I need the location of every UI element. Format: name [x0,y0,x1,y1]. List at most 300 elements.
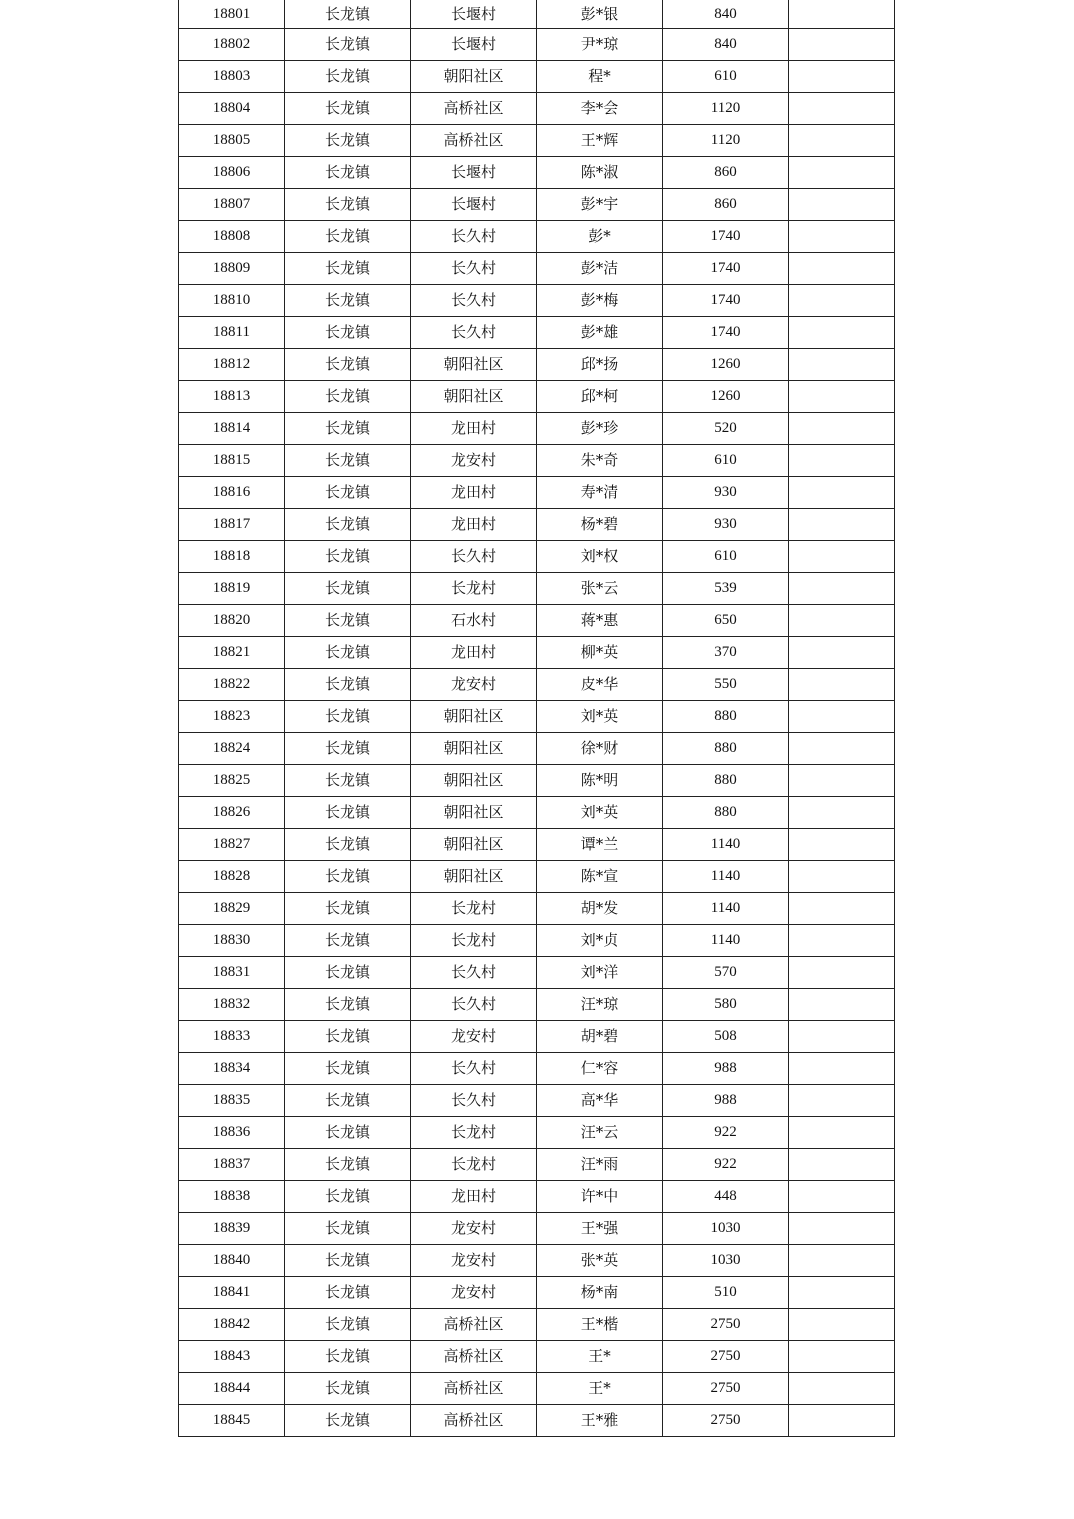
cell-person-name: 刘*英 [537,797,663,829]
cell-person-name: 彭*洁 [537,253,663,285]
cell-amount: 1740 [663,285,789,317]
cell-note [789,445,895,477]
cell-village: 朝阳社区 [411,381,537,413]
table-row [179,893,895,925]
cell-person-name: 皮*华 [537,669,663,701]
table-row [179,1373,895,1405]
cell-serial-number: 18812 [179,349,285,381]
cell-town: 长龙镇 [285,1213,411,1245]
cell-note [789,317,895,349]
cell-village: 长堰村 [411,29,537,61]
cell-town: 长龙镇 [285,1149,411,1181]
cell-serial-number: 18816 [179,477,285,509]
cell-person-name: 杨*南 [537,1277,663,1309]
cell-person-name: 杨*碧 [537,509,663,541]
cell-serial-number: 18826 [179,797,285,829]
cell-person-name: 张*云 [537,573,663,605]
cell-town: 长龙镇 [285,0,411,29]
cell-village: 高桥社区 [411,1309,537,1341]
cell-person-name: 王* [537,1373,663,1405]
cell-person-name: 邱*柯 [537,381,663,413]
cell-serial-number: 18829 [179,893,285,925]
cell-town: 长龙镇 [285,1373,411,1405]
cell-village: 长久村 [411,221,537,253]
cell-note [789,349,895,381]
cell-serial-number: 18833 [179,1021,285,1053]
cell-town: 长龙镇 [285,157,411,189]
table-row [179,1053,895,1085]
table-row [179,573,895,605]
table-row [179,381,895,413]
cell-amount: 930 [663,477,789,509]
document-page [178,0,894,1437]
cell-note [789,701,895,733]
cell-note [789,925,895,957]
cell-note [789,1277,895,1309]
cell-person-name: 胡*发 [537,893,663,925]
cell-person-name: 彭*梅 [537,285,663,317]
cell-town: 长龙镇 [285,765,411,797]
cell-serial-number: 18804 [179,93,285,125]
table-row [179,1085,895,1117]
cell-amount: 1260 [663,349,789,381]
records-table [178,0,895,1437]
cell-note [789,1309,895,1341]
cell-amount: 1140 [663,893,789,925]
cell-amount: 1120 [663,93,789,125]
cell-note [789,893,895,925]
cell-village: 长堰村 [411,189,537,221]
cell-note [789,253,895,285]
table-row [179,541,895,573]
cell-village: 长龙村 [411,893,537,925]
cell-town: 长龙镇 [285,541,411,573]
cell-village: 长龙村 [411,1149,537,1181]
cell-person-name: 彭*珍 [537,413,663,445]
cell-village: 朝阳社区 [411,829,537,861]
cell-village: 长久村 [411,253,537,285]
cell-note [789,0,895,29]
cell-serial-number: 18809 [179,253,285,285]
cell-town: 长龙镇 [285,125,411,157]
cell-note [789,157,895,189]
cell-person-name: 陈*淑 [537,157,663,189]
cell-note [789,573,895,605]
cell-town: 长龙镇 [285,1053,411,1085]
table-row [179,317,895,349]
cell-serial-number: 18837 [179,1149,285,1181]
cell-amount: 1140 [663,861,789,893]
table-row [179,285,895,317]
cell-serial-number: 18842 [179,1309,285,1341]
cell-note [789,797,895,829]
cell-serial-number: 18807 [179,189,285,221]
cell-person-name: 尹*琼 [537,29,663,61]
cell-note [789,541,895,573]
cell-amount: 539 [663,573,789,605]
cell-note [789,605,895,637]
cell-serial-number: 18827 [179,829,285,861]
cell-serial-number: 18832 [179,989,285,1021]
cell-amount: 922 [663,1149,789,1181]
cell-village: 长久村 [411,957,537,989]
cell-note [789,1181,895,1213]
table-row [179,445,895,477]
cell-village: 龙田村 [411,637,537,669]
cell-town: 长龙镇 [285,669,411,701]
cell-serial-number: 18843 [179,1341,285,1373]
cell-amount: 840 [663,29,789,61]
cell-village: 龙安村 [411,1021,537,1053]
table-row [179,1341,895,1373]
cell-amount: 880 [663,733,789,765]
cell-village: 龙安村 [411,1245,537,1277]
cell-amount: 922 [663,1117,789,1149]
table-row [179,221,895,253]
cell-town: 长龙镇 [285,445,411,477]
table-row [179,1405,895,1437]
cell-person-name: 高*华 [537,1085,663,1117]
cell-town: 长龙镇 [285,861,411,893]
cell-serial-number: 18824 [179,733,285,765]
cell-town: 长龙镇 [285,1181,411,1213]
cell-village: 高桥社区 [411,1405,537,1437]
cell-town: 长龙镇 [285,797,411,829]
table-row [179,1181,895,1213]
cell-amount: 448 [663,1181,789,1213]
cell-town: 长龙镇 [285,509,411,541]
cell-amount: 550 [663,669,789,701]
table-body [179,0,895,1437]
cell-note [789,477,895,509]
cell-note [789,1149,895,1181]
cell-note [789,1245,895,1277]
cell-amount: 2750 [663,1405,789,1437]
cell-amount: 1030 [663,1245,789,1277]
table-row [179,157,895,189]
cell-amount: 610 [663,445,789,477]
cell-note [789,1053,895,1085]
cell-village: 石水村 [411,605,537,637]
cell-village: 长龙村 [411,1117,537,1149]
cell-amount: 1260 [663,381,789,413]
cell-amount: 1740 [663,253,789,285]
table-row [179,29,895,61]
cell-town: 长龙镇 [285,989,411,1021]
cell-serial-number: 18821 [179,637,285,669]
cell-serial-number: 18817 [179,509,285,541]
cell-serial-number: 18836 [179,1117,285,1149]
cell-serial-number: 18805 [179,125,285,157]
cell-person-name: 蒋*惠 [537,605,663,637]
cell-village: 长久村 [411,989,537,1021]
cell-town: 长龙镇 [285,1117,411,1149]
cell-town: 长龙镇 [285,925,411,957]
table-row [179,509,895,541]
table-row [179,861,895,893]
cell-town: 长龙镇 [285,1309,411,1341]
cell-town: 长龙镇 [285,893,411,925]
cell-person-name: 柳*英 [537,637,663,669]
cell-village: 长久村 [411,541,537,573]
table-row [179,1277,895,1309]
cell-person-name: 彭*雄 [537,317,663,349]
table-row [179,605,895,637]
cell-person-name: 刘*权 [537,541,663,573]
table-row [179,349,895,381]
cell-amount: 1030 [663,1213,789,1245]
cell-person-name: 寿*清 [537,477,663,509]
cell-town: 长龙镇 [285,253,411,285]
cell-town: 长龙镇 [285,285,411,317]
cell-person-name: 程* [537,61,663,93]
cell-note [789,1117,895,1149]
table-row [179,253,895,285]
cell-village: 高桥社区 [411,93,537,125]
cell-serial-number: 18801 [179,0,285,29]
cell-person-name: 陈*宣 [537,861,663,893]
cell-town: 长龙镇 [285,317,411,349]
table-row [179,701,895,733]
cell-note [789,829,895,861]
cell-amount: 520 [663,413,789,445]
cell-serial-number: 18831 [179,957,285,989]
cell-town: 长龙镇 [285,1245,411,1277]
cell-village: 高桥社区 [411,1373,537,1405]
table-row [179,61,895,93]
cell-village: 朝阳社区 [411,797,537,829]
cell-person-name: 李*会 [537,93,663,125]
cell-serial-number: 18808 [179,221,285,253]
cell-person-name: 王* [537,1341,663,1373]
cell-note [789,285,895,317]
cell-town: 长龙镇 [285,1085,411,1117]
cell-person-name: 刘*贞 [537,925,663,957]
cell-person-name: 胡*碧 [537,1021,663,1053]
cell-serial-number: 18834 [179,1053,285,1085]
table-row [179,733,895,765]
cell-serial-number: 18845 [179,1405,285,1437]
cell-serial-number: 18822 [179,669,285,701]
cell-person-name: 汪*琼 [537,989,663,1021]
cell-note [789,1021,895,1053]
cell-note [789,861,895,893]
cell-village: 长堰村 [411,0,537,29]
cell-person-name: 王*雅 [537,1405,663,1437]
cell-person-name: 张*英 [537,1245,663,1277]
cell-serial-number: 18810 [179,285,285,317]
cell-note [789,989,895,1021]
cell-note [789,93,895,125]
cell-town: 长龙镇 [285,29,411,61]
cell-amount: 2750 [663,1309,789,1341]
cell-serial-number: 18815 [179,445,285,477]
cell-note [789,509,895,541]
cell-person-name: 陈*明 [537,765,663,797]
cell-amount: 1740 [663,317,789,349]
cell-note [789,637,895,669]
cell-town: 长龙镇 [285,189,411,221]
table-row [179,1021,895,1053]
cell-village: 长久村 [411,285,537,317]
cell-person-name: 汪*云 [537,1117,663,1149]
table-row [179,1213,895,1245]
cell-village: 高桥社区 [411,1341,537,1373]
cell-serial-number: 18840 [179,1245,285,1277]
cell-amount: 370 [663,637,789,669]
cell-village: 朝阳社区 [411,701,537,733]
cell-serial-number: 18835 [179,1085,285,1117]
cell-town: 长龙镇 [285,1405,411,1437]
table-row [179,765,895,797]
cell-note [789,1373,895,1405]
cell-village: 龙田村 [411,1181,537,1213]
table-row [179,1117,895,1149]
cell-town: 长龙镇 [285,1277,411,1309]
cell-amount: 1140 [663,829,789,861]
cell-serial-number: 18806 [179,157,285,189]
cell-person-name: 邱*扬 [537,349,663,381]
cell-note [789,381,895,413]
cell-village: 朝阳社区 [411,861,537,893]
cell-amount: 610 [663,61,789,93]
cell-serial-number: 18811 [179,317,285,349]
cell-town: 长龙镇 [285,1021,411,1053]
cell-town: 长龙镇 [285,477,411,509]
cell-note [789,189,895,221]
cell-village: 长龙村 [411,573,537,605]
cell-person-name: 王*楷 [537,1309,663,1341]
cell-town: 长龙镇 [285,93,411,125]
cell-amount: 1120 [663,125,789,157]
table-row [179,1309,895,1341]
cell-note [789,1213,895,1245]
cell-person-name: 汪*雨 [537,1149,663,1181]
cell-town: 长龙镇 [285,221,411,253]
cell-village: 龙安村 [411,1277,537,1309]
cell-note [789,221,895,253]
cell-amount: 880 [663,701,789,733]
table-row [179,797,895,829]
table-row [179,957,895,989]
cell-serial-number: 18818 [179,541,285,573]
table-row [179,925,895,957]
cell-amount: 988 [663,1053,789,1085]
cell-village: 长久村 [411,317,537,349]
cell-note [789,957,895,989]
cell-amount: 2750 [663,1373,789,1405]
table-row [179,189,895,221]
cell-amount: 930 [663,509,789,541]
cell-village: 朝阳社区 [411,61,537,93]
table-row [179,1149,895,1181]
cell-village: 朝阳社区 [411,349,537,381]
table-row [179,0,895,29]
cell-serial-number: 18839 [179,1213,285,1245]
cell-amount: 510 [663,1277,789,1309]
cell-note [789,413,895,445]
cell-serial-number: 18803 [179,61,285,93]
cell-amount: 580 [663,989,789,1021]
cell-village: 龙田村 [411,413,537,445]
cell-village: 长久村 [411,1053,537,1085]
cell-village: 高桥社区 [411,125,537,157]
cell-serial-number: 18823 [179,701,285,733]
cell-amount: 508 [663,1021,789,1053]
cell-town: 长龙镇 [285,637,411,669]
cell-note [789,1341,895,1373]
cell-serial-number: 18819 [179,573,285,605]
cell-amount: 988 [663,1085,789,1117]
cell-village: 长久村 [411,1085,537,1117]
cell-serial-number: 18828 [179,861,285,893]
table-row [179,1245,895,1277]
cell-village: 龙安村 [411,445,537,477]
cell-person-name: 许*中 [537,1181,663,1213]
cell-note [789,61,895,93]
cell-amount: 860 [663,157,789,189]
cell-amount: 570 [663,957,789,989]
cell-amount: 1140 [663,925,789,957]
table-row [179,125,895,157]
cell-town: 长龙镇 [285,829,411,861]
cell-amount: 1740 [663,221,789,253]
cell-amount: 860 [663,189,789,221]
table-row [179,989,895,1021]
cell-village: 朝阳社区 [411,733,537,765]
cell-town: 长龙镇 [285,349,411,381]
cell-village: 长堰村 [411,157,537,189]
table-row [179,93,895,125]
cell-note [789,125,895,157]
cell-person-name: 彭*宇 [537,189,663,221]
cell-amount: 650 [663,605,789,637]
cell-note [789,733,895,765]
cell-amount: 840 [663,0,789,29]
cell-town: 长龙镇 [285,61,411,93]
cell-village: 长龙村 [411,925,537,957]
table-row [179,669,895,701]
cell-serial-number: 18838 [179,1181,285,1213]
table-row [179,829,895,861]
cell-serial-number: 18841 [179,1277,285,1309]
cell-serial-number: 18813 [179,381,285,413]
cell-village: 龙安村 [411,1213,537,1245]
cell-person-name: 谭*兰 [537,829,663,861]
cell-village: 朝阳社区 [411,765,537,797]
cell-serial-number: 18820 [179,605,285,637]
cell-person-name: 仁*容 [537,1053,663,1085]
cell-serial-number: 18802 [179,29,285,61]
cell-village: 龙田村 [411,509,537,541]
cell-note [789,1085,895,1117]
cell-amount: 2750 [663,1341,789,1373]
cell-note [789,1405,895,1437]
cell-person-name: 刘*洋 [537,957,663,989]
cell-town: 长龙镇 [285,573,411,605]
cell-note [789,765,895,797]
cell-amount: 880 [663,765,789,797]
cell-serial-number: 18830 [179,925,285,957]
cell-serial-number: 18844 [179,1373,285,1405]
cell-town: 长龙镇 [285,605,411,637]
cell-amount: 880 [663,797,789,829]
cell-serial-number: 18825 [179,765,285,797]
cell-person-name: 彭*银 [537,0,663,29]
cell-village: 龙田村 [411,477,537,509]
cell-town: 长龙镇 [285,957,411,989]
cell-person-name: 刘*英 [537,701,663,733]
